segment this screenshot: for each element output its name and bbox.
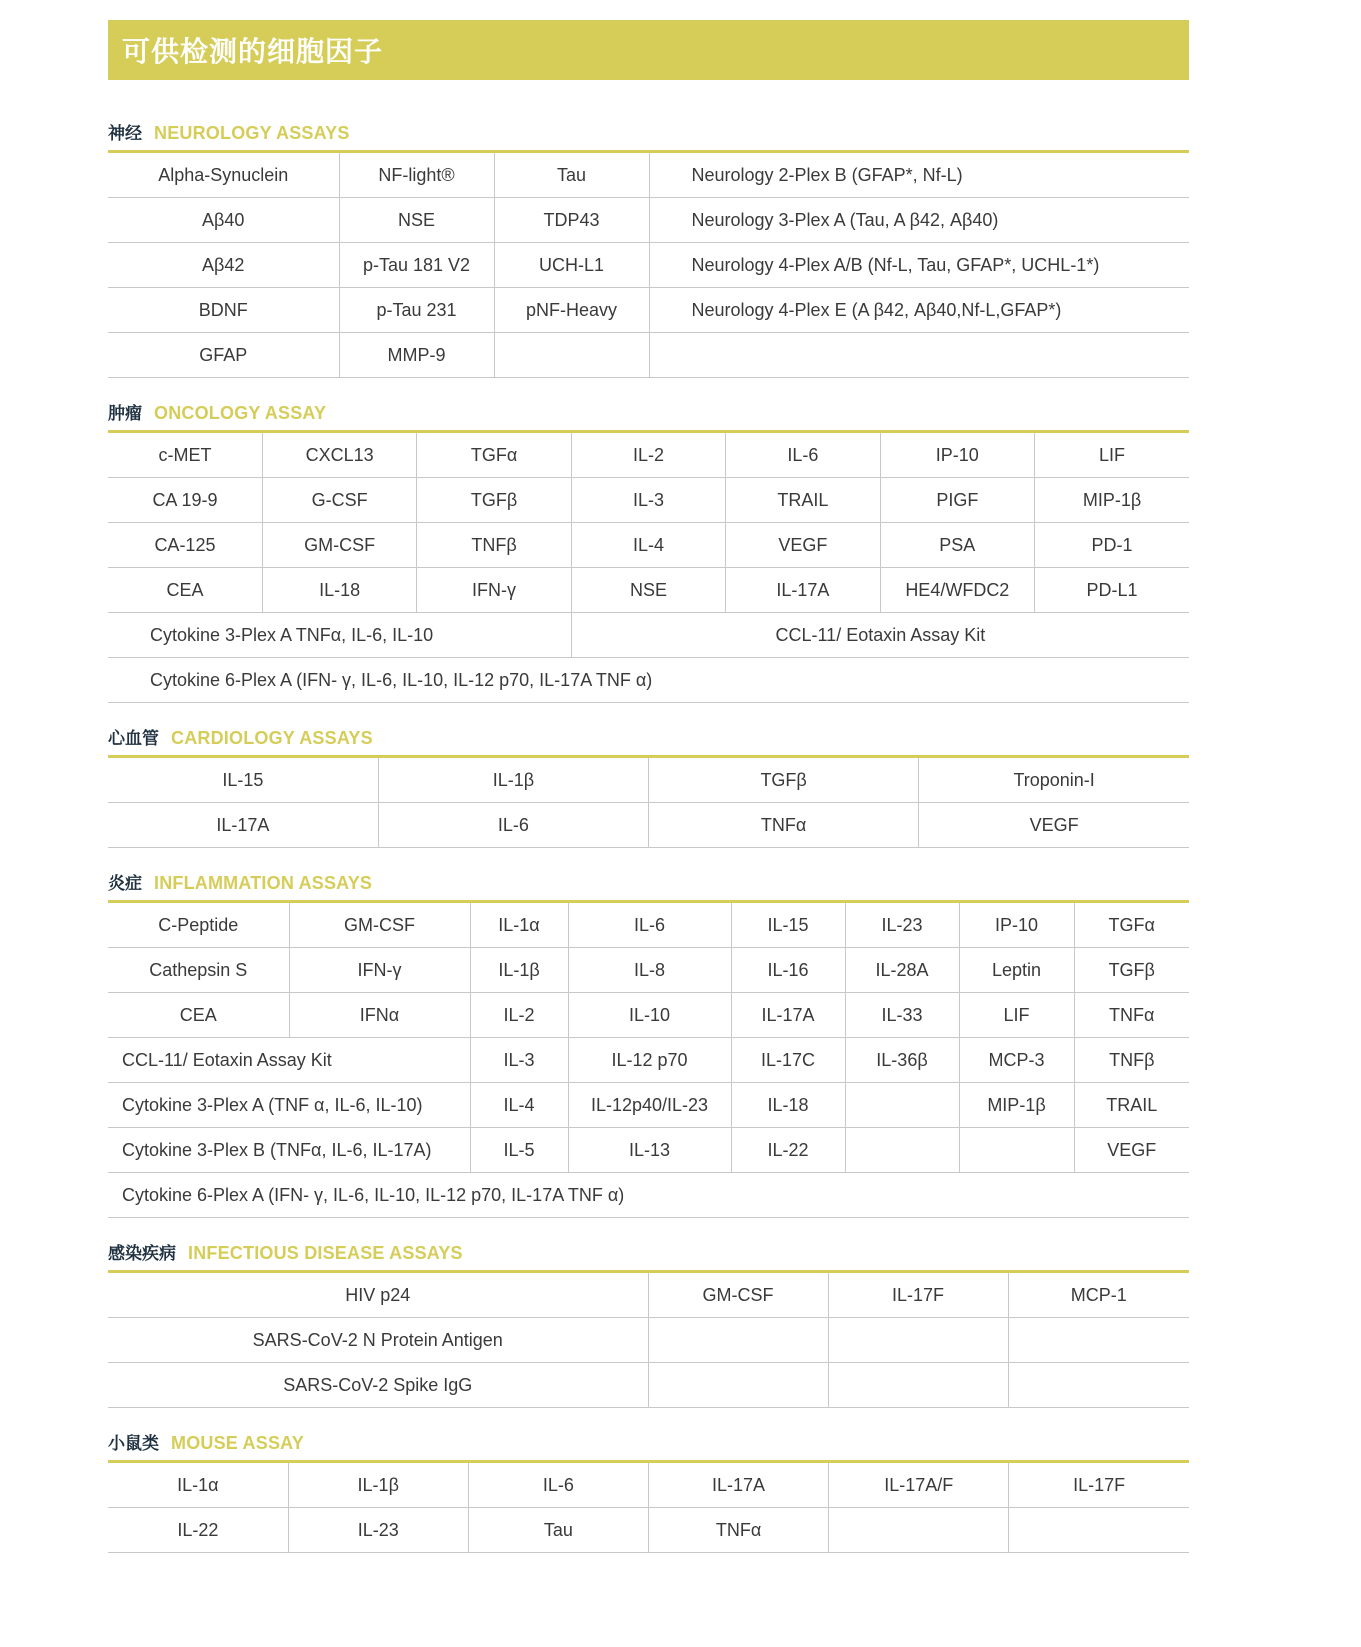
table-cell: MCP-3 <box>959 1038 1074 1083</box>
section-inflammation <box>108 864 1189 1218</box>
table-cell: IL-13 <box>568 1128 731 1173</box>
table-cell: CEA <box>108 993 289 1038</box>
table-cell: CA-125 <box>108 523 262 568</box>
table-cell: IL-36β <box>845 1038 959 1083</box>
table-row <box>108 523 1189 568</box>
table-cell: GM-CSF <box>648 1273 828 1318</box>
table-row <box>108 1318 1189 1363</box>
section-heading <box>108 719 1189 758</box>
table-cell <box>649 333 1189 378</box>
section-neurology <box>108 114 1189 378</box>
table-cell: TGFβ <box>417 478 571 523</box>
table-row <box>108 993 1189 1038</box>
table-cell: IL-1α <box>108 1463 288 1508</box>
section-heading <box>108 114 1189 153</box>
table-cell: SARS-CoV-2 N Protein Antigen <box>108 1318 648 1363</box>
table-cell: CXCL13 <box>262 433 416 478</box>
table-cell: IL-15 <box>731 903 845 948</box>
table-cell <box>648 1318 828 1363</box>
table-cell <box>959 1128 1074 1173</box>
table-cell: NSE <box>339 198 494 243</box>
table-row <box>108 568 1189 613</box>
table-cell: c-MET <box>108 433 262 478</box>
table-row <box>108 658 1189 703</box>
table-cell <box>828 1318 1008 1363</box>
table-cell: Neurology 4-Plex E (A β42, Aβ40,Nf-L,GFAP*) <box>649 288 1189 333</box>
table-cell: IL-6 <box>726 433 880 478</box>
section-heading <box>108 864 1189 903</box>
page-title: 可供检测的细胞因子 <box>122 35 384 68</box>
table-cell: PD-L1 <box>1035 568 1189 613</box>
assay-catalog-page <box>108 20 1189 1553</box>
table-cell: IL-2 <box>470 993 568 1038</box>
table-cell: IL-16 <box>731 948 845 993</box>
section-title-cn: 感染疾病 <box>108 1244 176 1264</box>
table-row <box>108 1273 1189 1318</box>
table-cell: TGFβ <box>1074 948 1189 993</box>
page-banner <box>108 20 1189 80</box>
section-title-cn: 肿瘤 <box>108 404 142 424</box>
section-title-en: NEUROLOGY ASSAYS <box>154 123 350 143</box>
table-cell: MCP-1 <box>1008 1273 1189 1318</box>
table-cell: IL-8 <box>568 948 731 993</box>
table-cell: VEGF <box>919 803 1189 848</box>
table-cell: LIF <box>1035 433 1189 478</box>
table-row <box>108 1038 1189 1083</box>
section-heading <box>108 394 1189 433</box>
table-cell: IL-23 <box>288 1508 468 1553</box>
table-cell: IL-33 <box>845 993 959 1038</box>
table-cell: IL-17A/F <box>829 1463 1009 1508</box>
table-row <box>108 613 1189 658</box>
table-row <box>108 948 1189 993</box>
section-heading <box>108 1234 1189 1273</box>
table-cell: BDNF <box>108 288 339 333</box>
table-cell: IL-6 <box>568 903 731 948</box>
section-oncology <box>108 394 1189 703</box>
table-cell: IP-10 <box>880 433 1034 478</box>
section-title-en: INFECTIOUS DISEASE ASSAYS <box>188 1243 463 1263</box>
table-cell-wide: Cytokine 3-Plex A TNFα, IL-6, IL-10 <box>108 613 571 658</box>
table-row <box>108 758 1189 803</box>
table-row <box>108 243 1189 288</box>
table-cell-wide: Cytokine 3-Plex A (TNF α, IL-6, IL-10) <box>108 1083 470 1128</box>
table-cell: IL-1α <box>470 903 568 948</box>
table-row <box>108 1363 1189 1408</box>
table-cell <box>845 1128 959 1173</box>
table-cell: IL-12p40/IL-23 <box>568 1083 731 1128</box>
table-cell: IL-4 <box>571 523 725 568</box>
section-heading <box>108 1424 1189 1463</box>
table-cell: IP-10 <box>959 903 1074 948</box>
table-cell: IL-1β <box>470 948 568 993</box>
table-cell: IL-5 <box>470 1128 568 1173</box>
table-cell: p-Tau 181 V2 <box>339 243 494 288</box>
table-cell: CA 19-9 <box>108 478 262 523</box>
table-cell: IL-3 <box>571 478 725 523</box>
table-cell: CEA <box>108 568 262 613</box>
table-cell: Cathepsin S <box>108 948 289 993</box>
table-cell: IL-17A <box>648 1463 828 1508</box>
oncology-table <box>108 433 1189 703</box>
table-cell: IL-17A <box>726 568 880 613</box>
table-cell <box>1008 1363 1189 1408</box>
table-cell: IL-28A <box>845 948 959 993</box>
table-cell: IL-17A <box>108 803 378 848</box>
table-cell: VEGF <box>726 523 880 568</box>
table-cell: pNF-Heavy <box>494 288 649 333</box>
table-row <box>108 478 1189 523</box>
table-cell: IL-10 <box>568 993 731 1038</box>
section-title-cn: 小鼠类 <box>108 1434 159 1454</box>
table-cell: IL-23 <box>845 903 959 948</box>
mouse-table <box>108 1463 1189 1553</box>
table-cell: TNFβ <box>1074 1038 1189 1083</box>
table-cell: IL-3 <box>470 1038 568 1083</box>
table-cell: Tau <box>494 153 649 198</box>
table-cell-full: Cytokine 6-Plex A (IFN- γ, IL-6, IL-10, IL-12 p70, IL-17A TNF α) <box>108 1173 1189 1218</box>
table-cell: MIP-1β <box>959 1083 1074 1128</box>
table-cell <box>494 333 649 378</box>
table-row <box>108 803 1189 848</box>
table-cell: TRAIL <box>726 478 880 523</box>
table-cell: TGFα <box>1074 903 1189 948</box>
table-cell: GM-CSF <box>289 903 470 948</box>
table-row <box>108 433 1189 478</box>
table-cell-wide: CCL-11/ Eotaxin Assay Kit <box>108 1038 470 1083</box>
table-cell: IL-17F <box>1009 1463 1189 1508</box>
table-cell: IL-12 p70 <box>568 1038 731 1083</box>
table-cell: NSE <box>571 568 725 613</box>
table-cell: IL-22 <box>108 1508 288 1553</box>
table-cell <box>829 1508 1009 1553</box>
table-cell-wide: Cytokine 3-Plex B (TNFα, IL-6, IL-17A) <box>108 1128 470 1173</box>
table-cell: HE4/WFDC2 <box>880 568 1034 613</box>
table-cell: TRAIL <box>1074 1083 1189 1128</box>
table-cell: Leptin <box>959 948 1074 993</box>
table-cell: TNFα <box>649 803 919 848</box>
table-cell: Neurology 3-Plex A (Tau, A β42, Aβ40) <box>649 198 1189 243</box>
table-cell: IL-22 <box>731 1128 845 1173</box>
section-title-cn: 心血管 <box>108 729 159 749</box>
table-cell-wide: CCL-11/ Eotaxin Assay Kit <box>571 613 1189 658</box>
cardiology-table <box>108 758 1189 848</box>
table-cell: TNFα <box>1074 993 1189 1038</box>
table-cell: MIP-1β <box>1035 478 1189 523</box>
table-cell-full: Cytokine 6-Plex A (IFN- γ, IL-6, IL-10, IL-12 p70, IL-17A TNF α) <box>108 658 1189 703</box>
section-title-cn: 神经 <box>108 124 142 144</box>
table-row <box>108 153 1189 198</box>
table-cell: IL-6 <box>378 803 648 848</box>
table-cell: Neurology 2-Plex B (GFAP*, Nf-L) <box>649 153 1189 198</box>
table-cell: C-Peptide <box>108 903 289 948</box>
table-cell: PIGF <box>880 478 1034 523</box>
table-cell: IL-17F <box>828 1273 1008 1318</box>
table-cell: SARS-CoV-2 Spike IgG <box>108 1363 648 1408</box>
table-cell: GM-CSF <box>262 523 416 568</box>
table-row <box>108 1128 1189 1173</box>
table-cell: Aβ40 <box>108 198 339 243</box>
table-cell: IL-6 <box>468 1463 648 1508</box>
table-cell: Troponin-I <box>919 758 1189 803</box>
table-cell: IL-18 <box>262 568 416 613</box>
table-cell: IL-17C <box>731 1038 845 1083</box>
table-cell: LIF <box>959 993 1074 1038</box>
table-cell: PD-1 <box>1035 523 1189 568</box>
table-row <box>108 333 1189 378</box>
table-cell <box>648 1363 828 1408</box>
table-cell: TNFβ <box>417 523 571 568</box>
table-cell <box>828 1363 1008 1408</box>
table-cell: IL-2 <box>571 433 725 478</box>
table-row <box>108 1083 1189 1128</box>
table-cell: IL-1β <box>288 1463 468 1508</box>
table-cell: MMP-9 <box>339 333 494 378</box>
section-title-en: INFLAMMATION ASSAYS <box>154 873 373 893</box>
table-row <box>108 198 1189 243</box>
neurology-table <box>108 153 1189 378</box>
section-cardiology <box>108 719 1189 848</box>
table-row <box>108 1508 1189 1553</box>
table-row <box>108 1173 1189 1218</box>
section-title-en: CARDIOLOGY ASSAYS <box>171 728 373 748</box>
table-cell: PSA <box>880 523 1034 568</box>
table-cell: GFAP <box>108 333 339 378</box>
table-row <box>108 903 1189 948</box>
table-cell: IL-4 <box>470 1083 568 1128</box>
table-cell <box>1008 1318 1189 1363</box>
inflammation-table <box>108 903 1189 1218</box>
table-cell <box>845 1083 959 1128</box>
table-cell: IFN-γ <box>417 568 571 613</box>
table-cell: VEGF <box>1074 1128 1189 1173</box>
section-title-en: MOUSE ASSAY <box>171 1433 304 1453</box>
section-mouse <box>108 1424 1189 1553</box>
table-cell: Tau <box>468 1508 648 1553</box>
table-cell: IL-17A <box>731 993 845 1038</box>
table-row <box>108 1463 1189 1508</box>
section-title-en: ONCOLOGY ASSAY <box>154 403 327 423</box>
table-row <box>108 288 1189 333</box>
table-cell: Alpha-Synuclein <box>108 153 339 198</box>
infectious-table <box>108 1273 1189 1408</box>
table-cell: UCH-L1 <box>494 243 649 288</box>
table-cell: HIV p24 <box>108 1273 648 1318</box>
table-cell: p-Tau 231 <box>339 288 494 333</box>
table-cell: Aβ42 <box>108 243 339 288</box>
table-cell: NF-light® <box>339 153 494 198</box>
table-cell: IL-1β <box>378 758 648 803</box>
table-cell <box>1009 1508 1189 1553</box>
table-cell: TDP43 <box>494 198 649 243</box>
table-cell: IFNα <box>289 993 470 1038</box>
table-cell: IL-15 <box>108 758 378 803</box>
table-cell: Neurology 4-Plex A/B (Nf-L, Tau, GFAP*, UCHL-1*) <box>649 243 1189 288</box>
table-cell: G-CSF <box>262 478 416 523</box>
section-title-cn: 炎症 <box>108 874 142 894</box>
table-cell: IL-18 <box>731 1083 845 1128</box>
table-cell: IFN-γ <box>289 948 470 993</box>
section-infectious-disease <box>108 1234 1189 1408</box>
table-cell: TNFα <box>648 1508 828 1553</box>
table-cell: TGFβ <box>649 758 919 803</box>
table-cell: TGFα <box>417 433 571 478</box>
